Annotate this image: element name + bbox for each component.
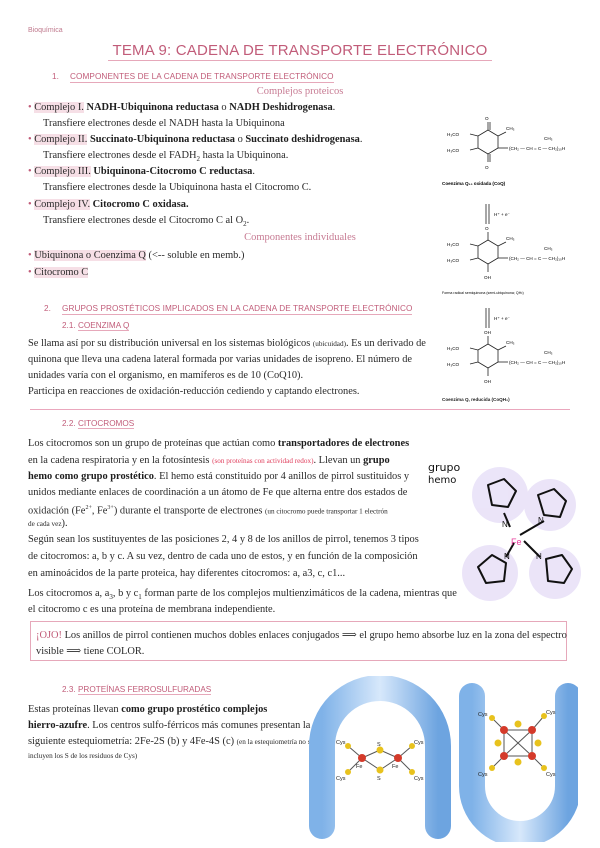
fe-2: Fe: [392, 764, 399, 770]
individual-2: • Citocromo C: [28, 267, 89, 278]
cito-text-6: de cada vez).: [28, 518, 68, 529]
coenzima-heading: 2.1. COENZIMA Q: [62, 321, 130, 330]
ch3-1: CH₃: [506, 126, 515, 131]
complex-3: • Complejo III. Ubiquinona-Citocromo C reductasa.: [28, 166, 255, 177]
ch3-2: CH₃: [506, 236, 515, 241]
oh-bottom-3: OH: [484, 379, 491, 383]
red-name: Coenzima Q, reducida (CoQH₂): [442, 397, 510, 402]
complex-2-desc: Transfiere electrones desde el $FADH_2$ hasta la Ubiquinona.: [43, 150, 289, 164]
cys-4: Cys: [414, 776, 424, 782]
oh-top-3: OH: [484, 330, 491, 335]
coenzima-text-2: quinona que lleva una cadena lateral formada por varias unidades de isopreno. El número de: [28, 354, 413, 365]
complex-2: • Complejo II. Succinato-Ubiquinona reductasa o Succinato deshidrogenasa.: [28, 134, 363, 145]
cito-text-4: unidos mediante enlaces de coordinación a un átomo de Fe que alterna entre dos estados de: [28, 487, 408, 498]
cito-text-8: de citocromos: a, b y c. A su vez, dentro de cada uno de estos, y en función de la composición: [28, 551, 418, 562]
cys-6: Cys: [546, 710, 556, 716]
coenzima-text-4: Participa en reacciones de oxidación-reducción cediendo y captando electrones.: [28, 386, 360, 397]
coenzima-text-1: Se llama así por su distribución universal en los sistemas biológicos (ubicuidad). Es un derivado de: [28, 338, 426, 349]
ferro-text-4: incluyen los S de los residuos de Cys): [28, 752, 138, 760]
iron-sulfur-figure: [300, 676, 578, 842]
s-2: S: [377, 776, 381, 782]
cito-text-9: en aminoácidos de la parte proteica, hay diferentes citocromos: a, a3, c, c1...: [28, 568, 346, 579]
subhead-complexes: Complejos proteicos: [256, 86, 344, 97]
chain-ch3-3: CH₃: [544, 350, 553, 355]
h3co-3b: H₃CO: [447, 362, 460, 367]
chain-ch3-2: CH₃: [544, 246, 553, 251]
individual-1: • Ubiquinona o Coenzima Q (<-- soluble en memb.): [28, 250, 245, 261]
svg-text:N: N: [502, 520, 508, 529]
h3co-2b: H₃CO: [447, 258, 460, 263]
chain-ch3-1: CH₃: [544, 136, 553, 141]
hemo-label-2: hemo: [428, 475, 457, 486]
chain-1: (CH₂ — CH = C — CH₂)₁₀H: [509, 146, 566, 151]
divider: [30, 409, 570, 410]
svg-text:N: N: [536, 552, 542, 561]
h3co-1a: H₃CO: [447, 132, 460, 137]
s-1: S: [377, 742, 381, 748]
fe-label: Fe: [511, 537, 522, 547]
cito-text-3: hemo como grupo prostético. El hemo está constituido por 4 anillos de pirrol sustituidos y: [28, 471, 410, 482]
ferro-text-3: siguiente estequiometría: 2Fe-2S (b) y 4Fe-4S (c) (en la estequiometría no se: [28, 736, 314, 747]
complex-3-desc: Transfiere electrones desde la Ubiquinona hasta el Citocromo C.: [43, 182, 312, 193]
page-title: TEMA 9: CADENA DE TRANSPORTE ELECTRÓNICO: [0, 42, 600, 61]
section2-heading: 2. GRUPOS PROSTÉTICOS IMPLICADOS EN LA CADENA DE TRANSPORTE ELECTRÓNICO: [44, 304, 413, 313]
h3co-1b: H₃CO: [447, 148, 460, 153]
complex-4-desc: Transfiere electrones desde el Citocromo C al $O_2$.: [43, 215, 250, 229]
o-top-1: O: [485, 116, 489, 121]
cys-8: Cys: [546, 772, 556, 778]
coenzyme-q-figure: [442, 108, 580, 383]
section1-heading: 1. COMPONENTES DE LA CADENA DE TRANSPORTE ELECTRÓNICO: [52, 72, 334, 81]
coenzima-text-3: unidades varía con el organismo, en mamíferos es de 10 (CoQ10).: [28, 370, 304, 381]
cito-text-11: el citocromo c es una proteína de membrana independiente.: [28, 604, 276, 615]
cito-text-1: Los citocromos son un grupo de proteínas que actúan como transportadores de electrones: [28, 438, 410, 449]
cito-text-7: Según sean los sustituyentes de las posiciones 2, 4 y 8 de los anillos de pirrol, tenemos 3 tipos: [28, 534, 419, 545]
cito-text-2: en la cadena respiratoria y en la fotosíntesis (son proteínas con actividad redox). Llevan un grupo: [28, 455, 390, 466]
ferro-heading: 2.3. PROTEÍNAS FERROSULFURADAS: [62, 685, 212, 694]
step-1: H⁺ + e⁻: [494, 212, 510, 217]
ch3-3: CH₃: [506, 340, 515, 345]
cys-3: Cys: [414, 740, 424, 746]
o-bottom-1: O: [485, 165, 489, 170]
h3co-2a: H₃CO: [447, 242, 460, 247]
o-top-2: O: [485, 226, 489, 231]
chain-2: (CH₂ — CH = C — CH₂)₁₀H: [509, 256, 566, 261]
chain-3: (CH₂ — CH = C — CH₂)₁₀H: [509, 360, 566, 365]
hemo-label-1: grupo: [428, 461, 461, 474]
heme-group-figure: [420, 455, 592, 615]
ojo-text: ¡OJO! Los anillos de pirrol contienen muchos dobles enlaces conjugados ⟹ el grupo hemo absorbe luz en la zona del espectro visible ⟹ tiene COLOR.: [36, 630, 567, 657]
cys-2: Cys: [336, 776, 346, 782]
complex-4: • Complejo IV. Citocromo C oxidasa.: [28, 199, 189, 210]
subject-label: Bioquímica: [28, 27, 63, 34]
cito-text-5: oxidación ($Fe^{2+}$, $Fe^{3+}$) durante el transporte de electrones (un citocromo puede transportar 1 electrón: [28, 505, 388, 517]
subhead-individual: Componentes individuales: [244, 232, 356, 243]
cys-7: Cys: [478, 772, 488, 778]
oh-bottom-2: OH: [484, 275, 491, 280]
citocromos-heading: 2.2. CITOCROMOS: [62, 419, 135, 428]
cys-5: Cys: [478, 712, 488, 718]
ferro-text-1: Estas proteínas llevan como grupo prostético complejos: [28, 704, 268, 715]
cys-1: Cys: [336, 740, 346, 746]
svg-text:N: N: [504, 552, 510, 561]
fe-1: Fe: [356, 764, 363, 770]
cito-text-10: Los citocromos a, $a_3$, b y $c_1$ forman parte de los complejos multienzimáticos de la cadena, mientras que: [28, 588, 457, 602]
h3co-3a: H₃CO: [447, 346, 460, 351]
semi-name: Forma radical semiquinona (semi-ubiquinona; QH•): [442, 291, 524, 295]
svg-text:N: N: [538, 516, 544, 525]
ox-name: Coenzima Q₁₀ oxidada (CoQ): [442, 181, 506, 186]
complex-1-desc: Transfiere electrones desde el NADH hasta la Ubiquinona: [43, 118, 285, 129]
ferro-text-2: hierro-azufre. Los centros sulfo-férricos más comunes presentan la: [28, 720, 311, 731]
step-2: H⁺ + e⁻: [494, 316, 510, 321]
complex-1: • Complejo I. NADH-Ubiquinona reductasa o NADH Deshidrogenasa.: [28, 102, 336, 113]
